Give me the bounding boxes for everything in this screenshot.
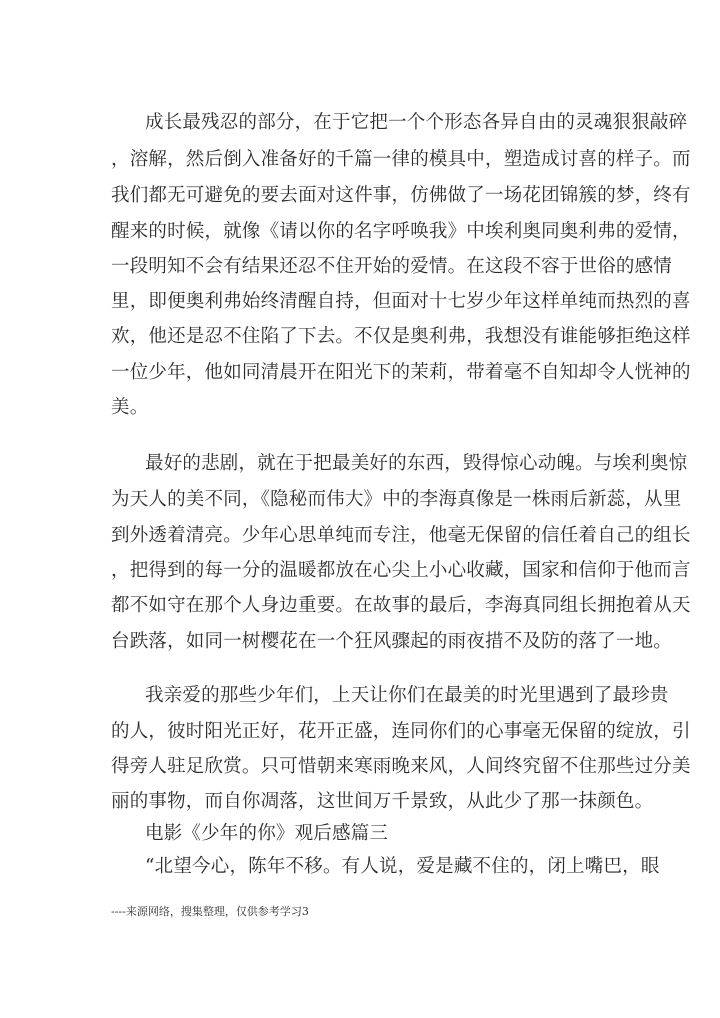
paragraph-4-line-1: “北望今心，陈年不移。有人说，爱是藏不住的，闭上嘴巴，眼	[145, 856, 660, 877]
paragraph-2-line-4: ，把得到的每一分的温暖都放在心尖上小心收藏，国家和信仰于他而言	[111, 560, 691, 581]
page-footer: ----来源网络，搜集整理，仅供参考学习3	[111, 905, 309, 918]
paragraph-1-line-3: 我们都无可避免的要去面对这件事，仿佛做了一场花团锦簇的梦，终有	[111, 185, 691, 206]
paragraph-3-line-3: 得旁人驻足欣赏。只可惜朝来寒雨晚来风，人间终究留不住那些过分美	[111, 756, 691, 777]
paragraph-2-line-3: 到外透着清亮。少年心思单纯而专注，他毫无保留的信任着自己的组长	[111, 525, 691, 546]
paragraph-3-line-2: 的人，彼时阳光正好，花开正盛，连同你们的心事毫无保留的绽放，引	[111, 721, 691, 742]
paragraph-1-line-9: 美。	[111, 397, 149, 418]
paragraph-2-line-5: 都不如守在那个人身边重要。在故事的最后，李海真同组长拥抱着从天	[111, 595, 691, 616]
paragraph-2-line-6: 台跌落，如同一树樱花在一个狂风骤起的雨夜措不及防的落了一地。	[111, 631, 673, 652]
paragraph-3-line-1: 我亲爱的那些少年们，上天让你们在最美的时光里遇到了最珍贵	[145, 685, 669, 706]
paragraph-1-line-4: 醒来的时候，就像《请以你的名字呼唤我》中埃利奥同奥利弗的爱情，	[111, 221, 691, 242]
paragraph-1-line-1: 成长最残忍的部分，在于它把一个个形态各异自由的灵魂狠狠敲碎	[145, 112, 688, 133]
paragraph-2-line-2: 为天人的美不同，《隐秘而伟大》中的李海真像是一株雨后新蕊，从里	[111, 489, 682, 510]
paragraph-1-line-8: 一位少年，他如同清晨开在阳光下的茉莉，带着毫不自知却令人恍神的	[111, 362, 691, 383]
paragraph-2-line-1: 最好的悲剧，就在于把最美好的东西，毁得惊心动魄。与埃利奥惊	[145, 453, 688, 474]
paragraph-1-line-6: 里，即便奥利弗始终清醒自持，但面对十七岁少年这样单纯而热烈的喜	[111, 291, 691, 312]
section-heading: 电影《少年的你》观后感篇三	[145, 823, 389, 844]
paragraph-1-line-5: 一段明知不会有结果还忍不住开始的爱情。在这段不容于世俗的感情	[111, 256, 673, 277]
paragraph-3-line-4: 丽的事物，而自你凋落，这世间万千景致，从此少了那一抹颜色。	[111, 791, 654, 812]
paragraph-1-line-7: 欢，他还是忍不住陷了下去。不仅是奥利弗，我想没有谁能够拒绝这样	[111, 326, 691, 347]
paragraph-1-line-2: ，溶解，然后倒入准备好的千篇一律的模具中，塑造成讨喜的样子。而	[111, 149, 691, 170]
